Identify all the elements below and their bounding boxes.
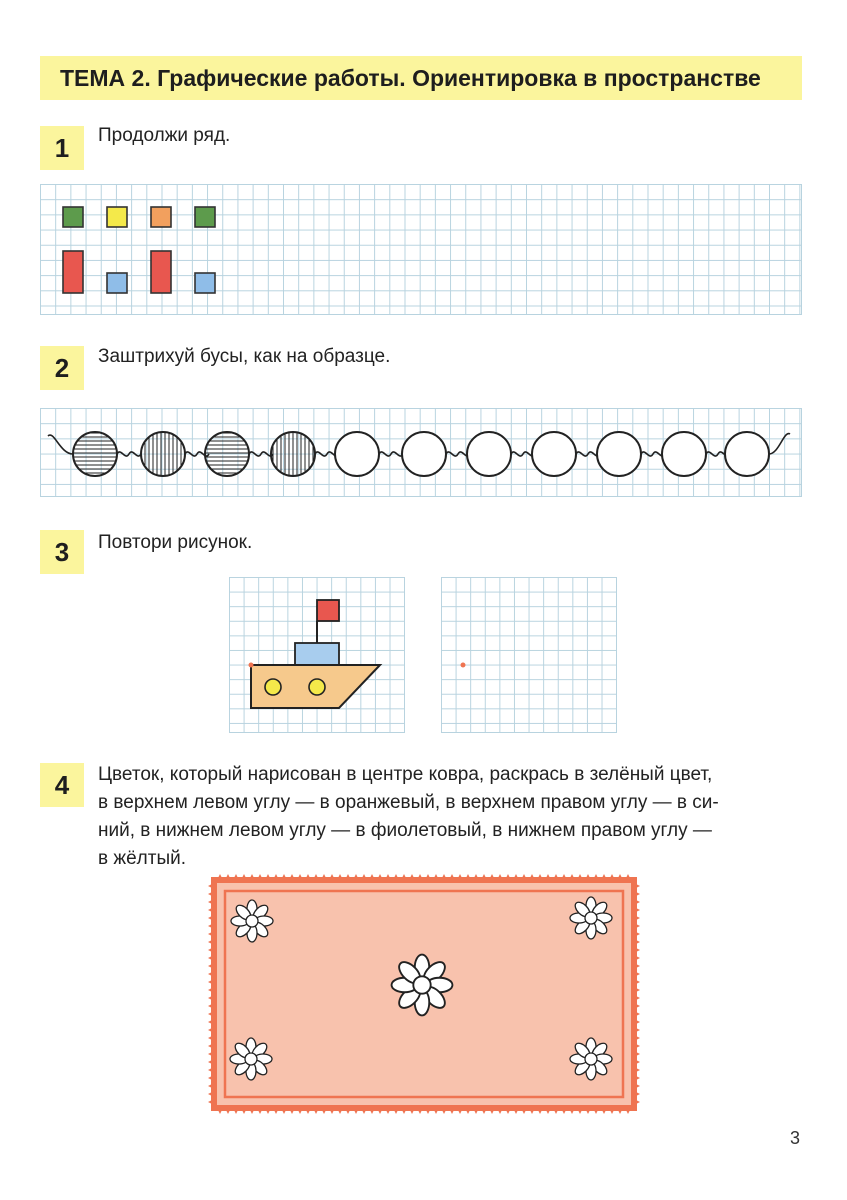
square-orange [151,207,171,227]
task-4-line-2: в верхнем левом углу — в оранжевый, в верхнем правом углу — в си- [98,792,719,813]
task-4-line-4: в жёлтый. [98,848,186,869]
bead-vertical-2 [271,432,315,476]
boat-cabin [295,643,339,665]
topic-title: ТЕМА 2. Графические работы. Ориентировка в пространстве [60,65,761,91]
rect-red-2 [151,251,171,293]
flower-center [392,955,453,1016]
task-1-text: Продолжи ряд. [98,125,231,146]
porthole-2 [309,679,325,695]
square-yellow [107,207,127,227]
bead-empty-7 [725,432,769,476]
flower-top-right [570,897,612,939]
flower-bottom-left [230,1038,272,1080]
boat-drawing [229,577,404,732]
task-3-text: Повтори рисунок. [98,532,253,553]
square-green-1 [63,207,83,227]
bead-horizontal-2 [205,432,249,476]
beads-string [40,408,801,496]
task-2-number: 2 [40,346,84,390]
bead-empty-3 [467,432,511,476]
start-dot [249,663,254,668]
bead-horizontal-1 [73,432,117,476]
boat-flag [317,600,339,621]
topic-banner [40,56,802,100]
task-4-number: 4 [40,763,84,807]
task-3-number: 3 [40,530,84,574]
rect-red-1 [63,251,83,293]
pattern-figures [40,184,801,314]
porthole-1 [265,679,281,695]
task-4-line-3: ний, в нижнем левом углу — в фиолетовый, в нижнем правом углу — [98,820,712,841]
square-blue-1 [107,273,127,293]
task-4-line-1: Цветок, который нарисован в центре ковра, раскрась в зелёный цвет, [98,764,713,785]
bead-empty-4 [532,432,576,476]
page-number: 3 [790,1128,801,1148]
start-dot-copy [461,663,466,668]
bead-empty-1 [335,432,379,476]
task-2-text: Заштрихуй бусы, как на образце. [98,346,391,367]
flower-bottom-right [570,1038,612,1080]
task-4-text [98,761,808,873]
bead-empty-2 [402,432,446,476]
bead-empty-6 [662,432,706,476]
square-green-2 [195,207,215,227]
bead-vertical-1 [141,432,185,476]
task-1-number: 1 [40,126,84,170]
flower-top-left [231,900,273,942]
copy-area [441,577,616,732]
square-blue-2 [195,273,215,293]
carpet [208,874,640,1114]
bead-empty-5 [597,432,641,476]
